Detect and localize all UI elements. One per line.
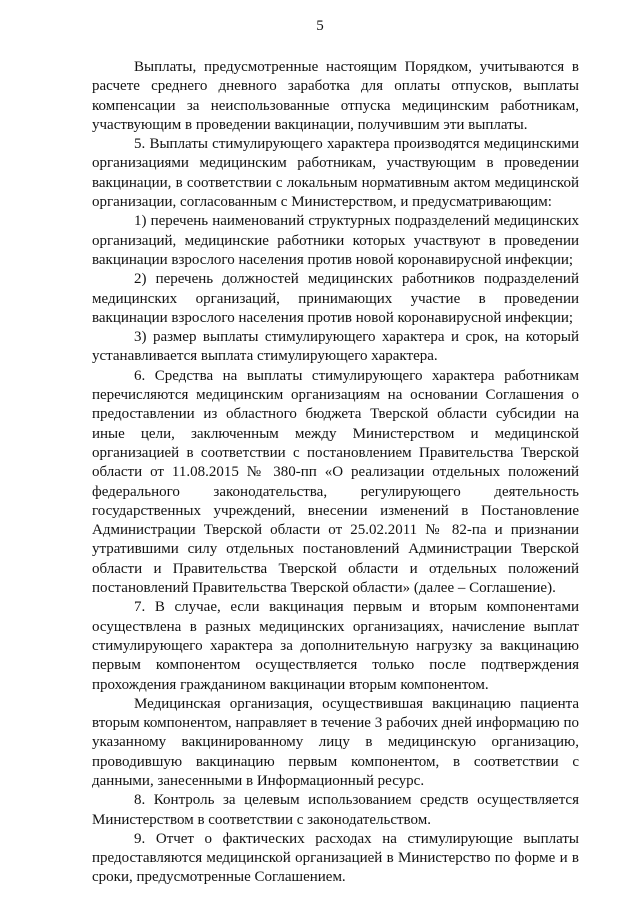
paragraph-item-8: 8. Контроль за целевым использованием средств осуществляется Министерством в соответствии с законодательством. [92,792,579,828]
paragraph-subitem-3: 3) размер выплаты стимулирующего характера и срок, на который устанавливается выплата стимулирующего характера. [92,329,579,365]
paragraph-item-6: 6. Средства на выплаты стимулирующего характера работникам перечисляются медицинским организациям на основании Соглашения о предоставлении из областного бюджета Тверской области субсидии на иные цели, заключенным между Министерством и медицинской организацией в соответствии с постановлением Правительства Тверской области от 11.08.2015 № 380-пп «О реализации отдельных положений федерального законодательства, регулирующего деятельность государственных учреждений, внесении изменений в Постановление Администрации Тверской области от 25.02.2011 № 82-па и признании утратившими силу отдельных постановлений Администрации Тверской области и Правительства Тверской области и отдельных положений постановлений Правительства Тверской области» (далее – Соглашение). [92,367,579,597]
page-number: 5 [316,18,324,34]
paragraph-vacation-pay: Выплаты, предусмотренные настоящим Порядком, учитываются в расчете среднего дневного заработка для оплаты отпусков, выплаты компенсации за неиспользованные отпуска медицинским работникам, участвующим в проведении вакцинации, получившим эти выплаты. [92,59,579,133]
paragraph-item-9: 9. Отчет о фактических расходах на стимулирующие выплаты предоставляются медицинской организацией в Министерство по форме и в сроки, предусмотренные Соглашением. [92,830,579,886]
paragraph-item-5: 5. Выплаты стимулирующего характера производятся медицинскими организациями медицинским работникам, участвующим в проведении вакцинации, в соответствии с локальным нормативным актом медицинской организации, согласованным с Министерством, и предусматривающим: [92,136,579,211]
paragraph-item-7-continued: Медицинская организация, осуществившая вакцинацию пациента вторым компонентом, направляет в течение 3 рабочих дней информацию по указанному вакцинированному лицу в медицинскую организацию, проводившую вакцинацию первым компонентом, в соответствии с данными, занесенными в Информационный ресурс. [92,695,579,789]
paragraph-item-7: 7. В случае, если вакцинация первым и вторым компонентами осуществлена в разных медицинских организациях, начисление выплат стимулирующего характера за дополнительную нагрузку за вакцинацию первым компонентом осуществляется только после подтверждения прохождения гражданином вакцинации вторым компонентом. [92,599,579,693]
document-body [92,58,579,888]
paragraph-subitem-2: 2) перечень должностей медицинских работников подразделений медицинских организаций, принимающих участие в проведении вакцинации взрослого населения против новой коронавирусной инфекции; [92,271,579,326]
paragraph-subitem-1: 1) перечень наименований структурных подразделений медицинских организаций, медицинские работники которых участвуют в проведении вакцинации взрослого населения против новой коронавирусной инфекции; [92,213,579,268]
